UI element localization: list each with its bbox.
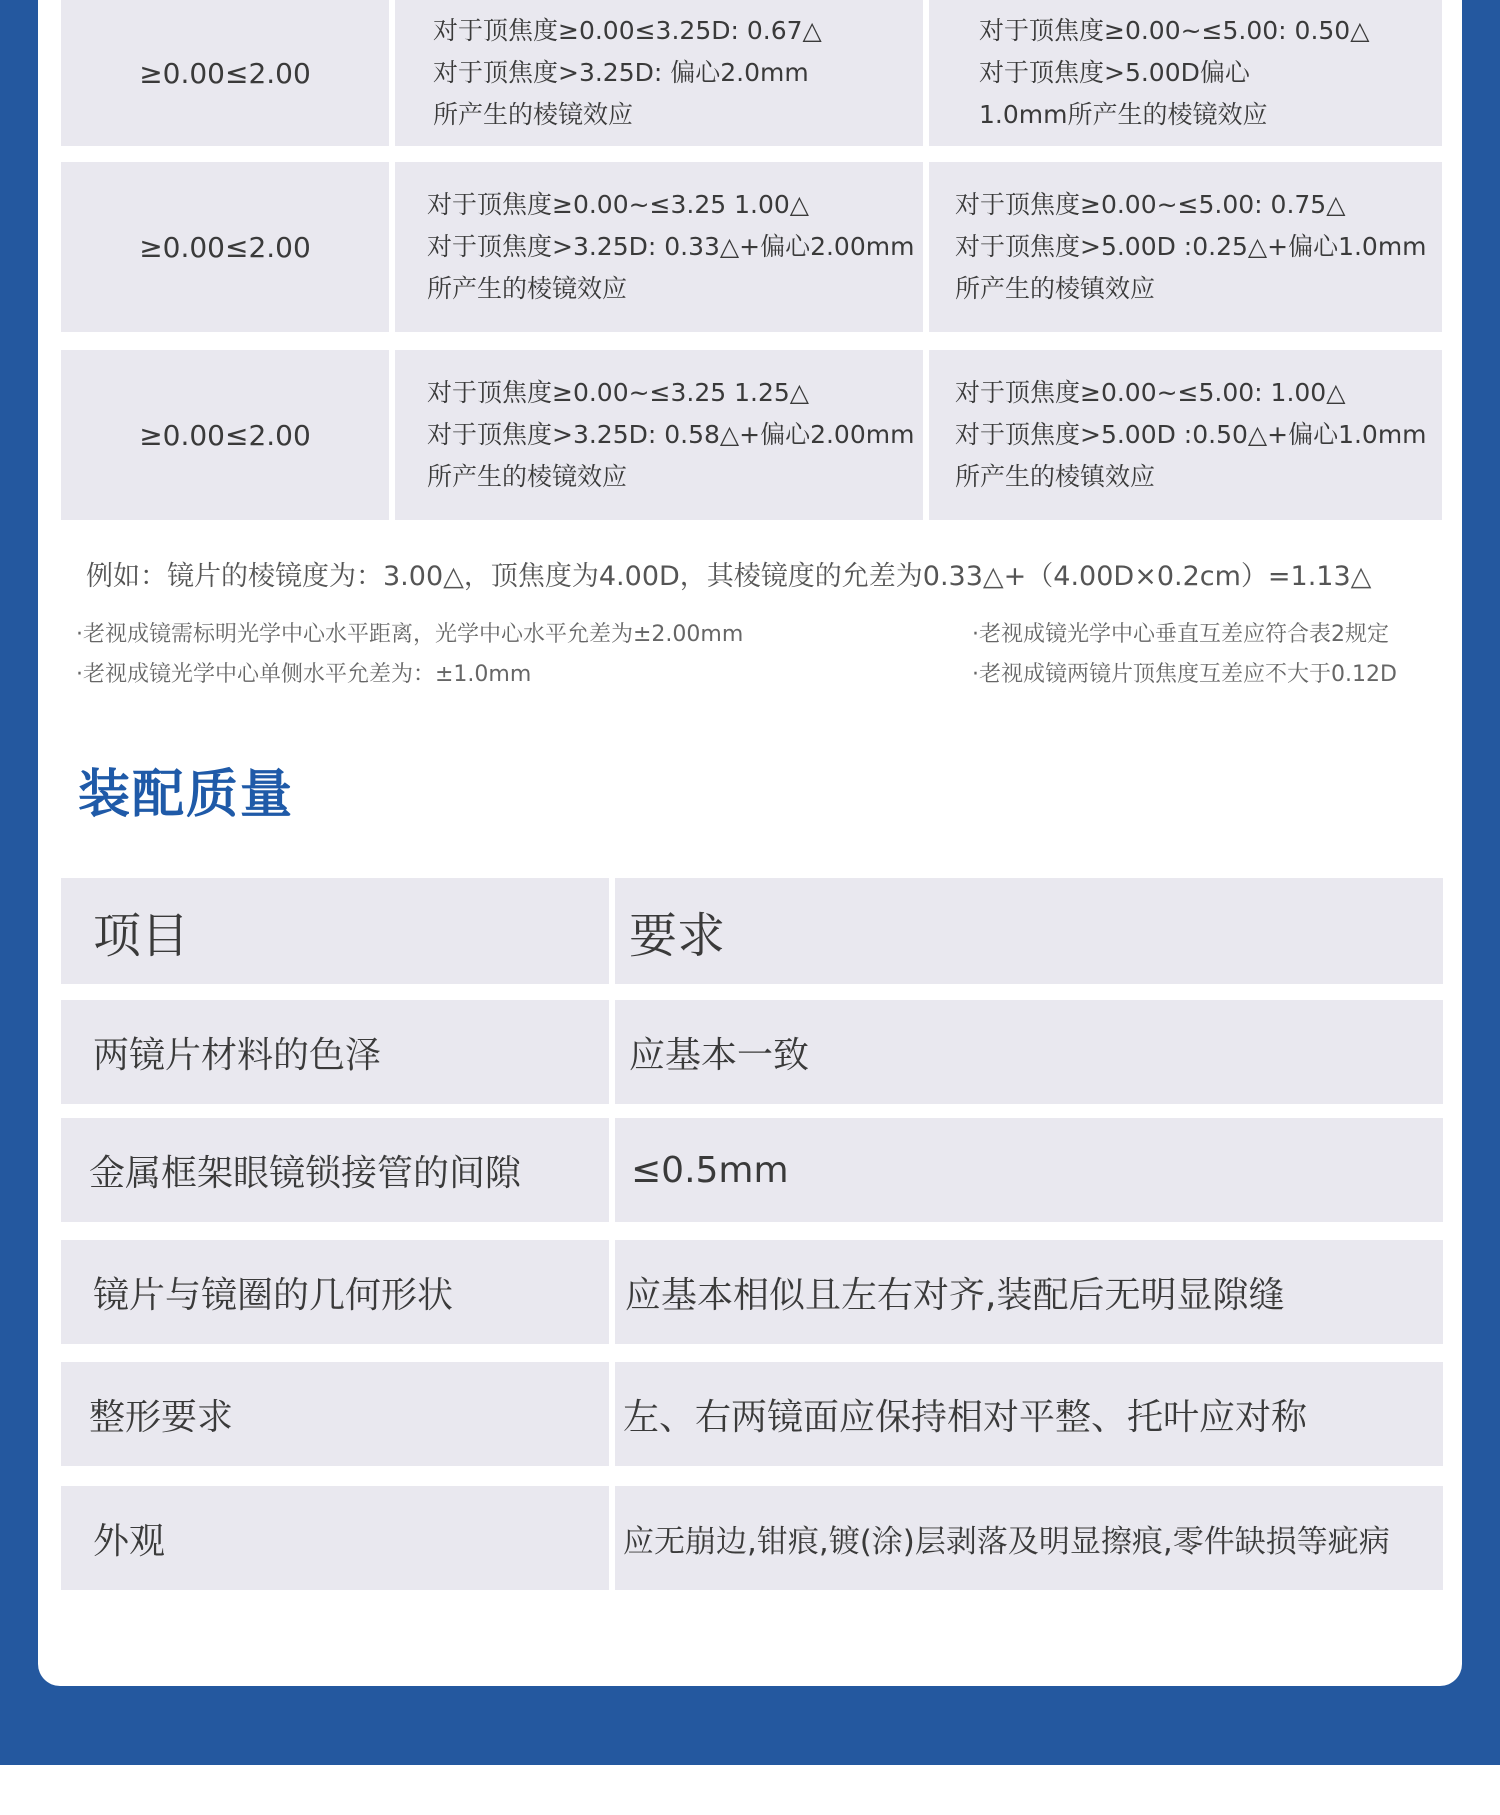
table-row-item: 整形要求 [61, 1362, 609, 1466]
prism-range: ≥0.00≤2.00 [139, 418, 311, 452]
table-row-requirement: 左、右两镜面应保持相对平整、托叶应对称 [615, 1362, 1443, 1466]
table-row-item: 镜片与镜圈的几何形状 [61, 1240, 609, 1344]
section-title: 装配质量 [78, 765, 295, 825]
note-left-2: ·老视成镜光学中心单侧水平允差为：±1.0mm [76, 662, 532, 687]
prism-line: 对于顶焦度>3.25D: 0.33△+偏心2.00mm [427, 232, 915, 261]
prism-line: 所产生的棱镇效应 [955, 462, 1156, 491]
prism-line: 对于顶焦度≥0.00~≤5.00: 0.50△ [979, 16, 1370, 45]
table-row-item: 金属框架眼镜锁接管的间隙 [61, 1118, 609, 1222]
prism-lens-cell [929, 0, 1442, 146]
prism-line: 所产生的棱镜效应 [427, 462, 628, 491]
prism-line: 所产生的棱镇效应 [955, 274, 1156, 303]
prism-line: 所产生的棱镜效应 [427, 274, 628, 303]
prism-range-cell [61, 162, 389, 332]
prism-line: 所产生的棱镜效应 [433, 100, 634, 129]
prism-range: ≥0.00≤2.00 [139, 230, 311, 264]
note-left-1: ·老视成镜需标明光学中心水平距离，光学中心水平允差为±2.00mm [76, 622, 744, 647]
note-right-1: ·老视成镜光学中心垂直互差应符合表2规定 [972, 622, 1389, 647]
table-row-requirement: ≤0.5mm [615, 1118, 1443, 1222]
bottom-strip [0, 1765, 1500, 1815]
prism-line: 对于顶焦度≥0.00~≤3.25 1.00△ [427, 190, 810, 219]
prism-lens-cell [929, 350, 1442, 520]
prism-lens-cell [395, 162, 923, 332]
prism-range-cell [61, 350, 389, 520]
table-row-item: 两镜片材料的色泽 [61, 1000, 609, 1104]
header-item: 项目 [61, 878, 609, 984]
prism-line: 对于顶焦度≥0.00~≤5.00: 0.75△ [955, 190, 1346, 219]
prism-line: 对于顶焦度≥0.00≤3.25D: 0.67△ [433, 16, 822, 45]
prism-line: 对于顶焦度>5.00D偏心 [979, 58, 1250, 87]
prism-line: 对于顶焦度>3.25D: 0.58△+偏心2.00mm [427, 420, 915, 449]
prism-line: 对于顶焦度>3.25D: 偏心2.0mm [433, 58, 809, 87]
header-requirement: 要求 [615, 878, 1443, 984]
prism-range-cell [61, 0, 389, 146]
example-text: 例如：镜片的棱镜度为：3.00△，顶焦度为4.00D，其棱镜度的允差为0.33△+（4.00D×0.2cm）=1.13△ [86, 561, 1372, 592]
prism-range: ≥0.00≤2.00 [139, 56, 311, 90]
prism-lens-cell [395, 0, 923, 146]
prism-line: 对于顶焦度≥0.00~≤3.25 1.25△ [427, 378, 810, 407]
prism-line: 1.0mm所产生的棱镜效应 [979, 100, 1268, 129]
prism-line: 对于顶焦度≥0.00~≤5.00: 1.00△ [955, 378, 1346, 407]
prism-line: 对于顶焦度>5.00D :0.25△+偏心1.0mm [955, 232, 1427, 261]
note-right-2: ·老视成镜两镜片顶焦度互差应不大于0.12D [972, 662, 1397, 687]
table-row-requirement: 应基本相似且左右对齐,装配后无明显隙缝 [615, 1240, 1443, 1344]
prism-lens-cell [395, 350, 923, 520]
table-row-requirement: 应无崩边,钳痕,镀(涂)层剥落及明显擦痕,零件缺损等疵病 [615, 1486, 1443, 1590]
table-row-requirement: 应基本一致 [615, 1000, 1443, 1104]
table-row-item: 外观 [61, 1486, 609, 1590]
prism-lens-cell [929, 162, 1442, 332]
prism-line: 对于顶焦度>5.00D :0.50△+偏心1.0mm [955, 420, 1427, 449]
